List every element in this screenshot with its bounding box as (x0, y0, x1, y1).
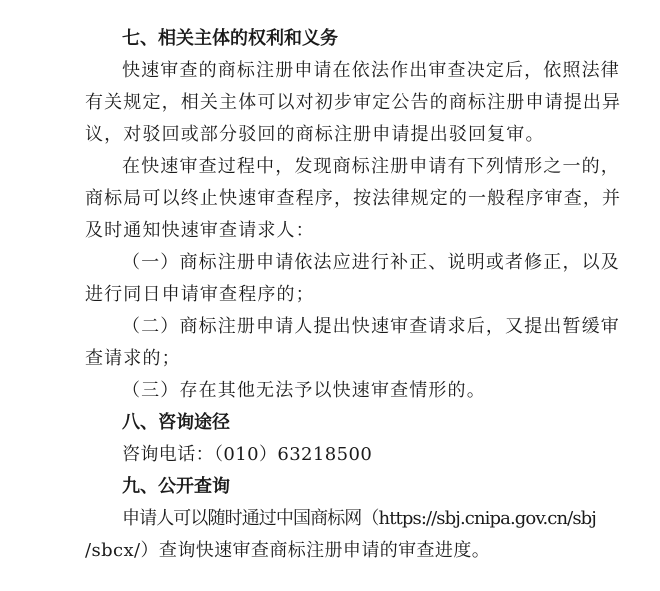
list-item-line: （三）存在其他无法予以快速审查情形的。 (122, 380, 486, 401)
paragraph-line: /sbcx/）查询快速审查商标注册申请的审查进度。 (85, 540, 491, 561)
paragraph-line: 商标局可以终止快速审查程序，按法律规定的一般程序审查，并 (85, 188, 622, 209)
paragraph-line: 议，对驳回或部分驳回的商标注册申请提出驳回复审。 (85, 124, 545, 145)
paragraph-line: 快速审查的商标注册申请在依法作出审查决定后，依照法律 (122, 60, 620, 81)
list-item-line: 查请求的； (85, 348, 181, 369)
paragraph-line: 有关规定，相关主体可以对初步审定公告的商标注册申请提出异 (85, 92, 622, 113)
list-item-line: 进行同日申请审查程序的； (85, 284, 315, 305)
section-heading-consultation: 八、咨询途径 (122, 412, 230, 433)
consultation-phone: 咨询电话：（010）63218500 (122, 444, 373, 465)
list-item-line: （一）商标注册申请依法应进行补正、说明或者修正，以及 (122, 252, 620, 273)
list-item-line: （二）商标注册申请人提出快速审查请求后，又提出暂缓审 (122, 316, 620, 337)
paragraph-line: 在快速审查过程中，发现商标注册申请有下列情形之一的， (122, 156, 620, 177)
section-heading-rights-obligations: 七、相关主体的权利和义务 (122, 28, 338, 49)
paragraph-line: 申请人可以随时通过中国商标网（https://sbj.cnipa.gov.cn/sbj (122, 508, 596, 529)
section-heading-public-query: 九、公开查询 (122, 476, 230, 497)
paragraph-line: 及时通知快速审查请求人： (85, 220, 315, 241)
